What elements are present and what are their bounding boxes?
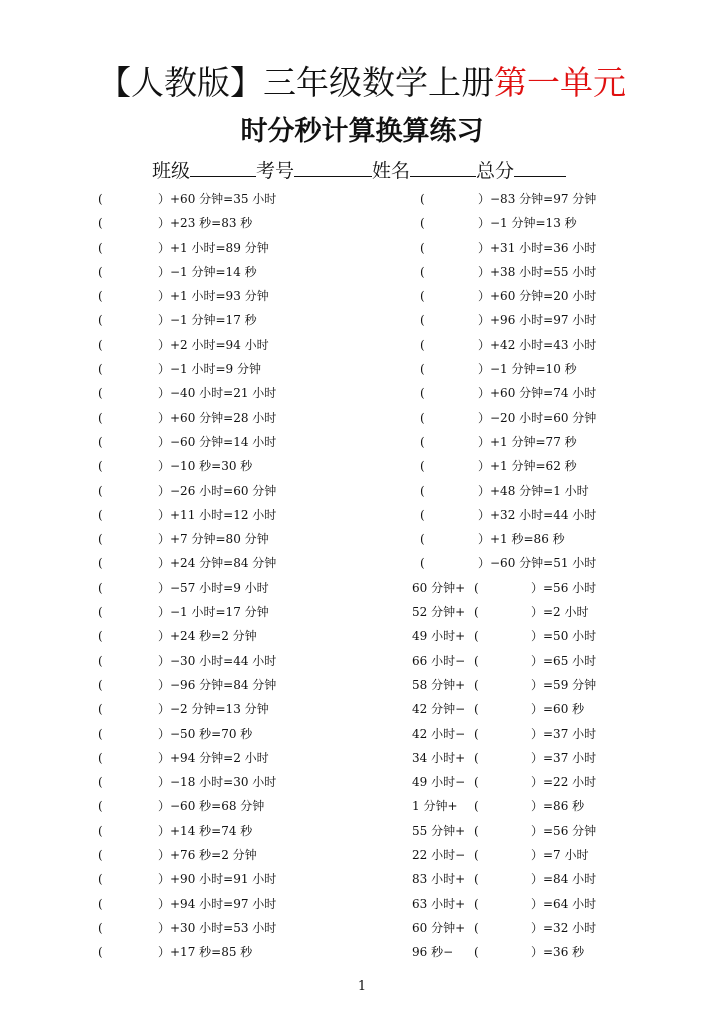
- equation-text: ）+60 分钟=35 小时: [158, 192, 277, 206]
- answer-paren[interactable]: (: [420, 507, 425, 522]
- title-unit-text: 第一单元: [494, 63, 626, 102]
- answer-paren[interactable]: (: [98, 459, 103, 474]
- equation-prefix: 42 分钟−: [412, 702, 466, 717]
- exercise-row: [0, 770, 724, 794]
- equation-text: ）=56 分钟: [531, 823, 597, 838]
- answer-paren[interactable]: (: [98, 605, 103, 620]
- exercise-list: [0, 187, 724, 965]
- equation-text: ）=7 小时: [531, 848, 589, 863]
- equation-prefix: 34 小时+: [412, 750, 466, 765]
- exam-no-label: 考号: [256, 160, 295, 182]
- answer-paren[interactable]: (: [98, 240, 103, 255]
- answer-paren[interactable]: (: [474, 799, 479, 814]
- exercise-row: [0, 260, 724, 284]
- equation-text: ）+7 分钟=80 分钟: [158, 532, 269, 547]
- answer-paren[interactable]: (: [420, 362, 425, 377]
- answer-paren[interactable]: (: [420, 289, 425, 304]
- equation-text: ）−1 小时=9 分钟: [158, 362, 262, 377]
- answer-paren[interactable]: (: [98, 896, 103, 911]
- answer-paren[interactable]: (: [98, 920, 103, 935]
- answer-paren[interactable]: (: [474, 702, 479, 717]
- equation-prefix: 60 分钟+: [412, 580, 466, 595]
- answer-paren[interactable]: (: [474, 945, 479, 960]
- answer-paren[interactable]: (: [98, 507, 103, 522]
- exercise-row: [0, 333, 724, 357]
- equation-text: ）+48 分钟=1 小时: [478, 483, 589, 498]
- answer-paren[interactable]: (: [474, 726, 479, 741]
- answer-paren[interactable]: (: [98, 532, 103, 547]
- answer-paren[interactable]: (: [98, 483, 103, 498]
- answer-paren[interactable]: (: [474, 580, 479, 595]
- answer-paren[interactable]: (: [98, 216, 103, 231]
- total-label: 总分: [476, 160, 515, 182]
- equation-text: ）−96 分钟=84 分钟: [158, 677, 277, 692]
- answer-paren[interactable]: (: [420, 532, 425, 547]
- equation-text: ）+94 分钟=2 小时: [158, 750, 269, 765]
- equation-text: ）+24 秒=2 分钟: [158, 629, 257, 644]
- answer-paren[interactable]: (: [474, 872, 479, 887]
- equation-text: ）=56 小时: [531, 580, 597, 595]
- answer-paren[interactable]: (: [420, 459, 425, 474]
- answer-paren[interactable]: (: [98, 823, 103, 838]
- exercise-row: [0, 357, 724, 381]
- equation-text: ）−1 分钟=17 秒: [158, 313, 257, 328]
- equation-text: ）−26 小时=60 分钟: [158, 483, 277, 498]
- equation-text: ）+1 小时=89 分钟: [158, 240, 269, 255]
- equation-text: ）+1 分钟=77 秒: [478, 434, 577, 449]
- equation-text: ）+76 秒=2 分钟: [158, 848, 257, 863]
- exercise-row: [0, 236, 724, 260]
- equation-text: ）=60 秒: [531, 702, 585, 717]
- equation-prefix: 83 小时+: [412, 872, 466, 887]
- equation-text: ）−30 小时=44 小时: [158, 653, 277, 668]
- answer-paren[interactable]: (: [98, 386, 103, 401]
- exercise-row: [0, 819, 724, 843]
- page-number: 1: [357, 979, 367, 994]
- total-blank[interactable]: [514, 156, 566, 177]
- equation-text: ）−2 分钟=13 分钟: [158, 702, 269, 717]
- answer-paren[interactable]: (: [474, 677, 479, 692]
- answer-paren[interactable]: (: [98, 629, 103, 644]
- equation-text: ）=86 秒: [531, 799, 585, 814]
- exercise-row: [0, 916, 724, 940]
- title-main-text: 【人教版】三年级数学上册: [98, 63, 494, 102]
- equation-text: ）+42 小时=43 小时: [478, 337, 597, 352]
- equation-text: ）=37 小时: [531, 726, 597, 741]
- equation-text: ）−40 小时=21 小时: [158, 386, 277, 401]
- equation-text: ）=50 小时: [531, 629, 597, 644]
- name-label: 姓名: [372, 160, 411, 182]
- exercise-row: [0, 843, 724, 867]
- equation-text: ）−1 分钟=13 秒: [478, 216, 577, 231]
- equation-text: ）−18 小时=30 小时: [158, 775, 277, 790]
- equation-text: ）+90 小时=91 小时: [158, 872, 277, 887]
- answer-paren[interactable]: (: [98, 337, 103, 352]
- equation-prefix: 52 分钟+: [412, 605, 466, 620]
- equation-text: ）−1 分钟=10 秒: [478, 362, 577, 377]
- equation-text: ）=84 小时: [531, 872, 597, 887]
- equation-text: ）+31 小时=36 小时: [478, 240, 597, 255]
- exercise-row: [0, 697, 724, 721]
- equation-text: ）+1 小时=93 分钟: [158, 289, 269, 304]
- answer-paren[interactable]: (: [420, 556, 425, 571]
- equation-text: ）−83 分钟=97 分钟: [478, 192, 597, 206]
- exercise-row: [0, 211, 724, 235]
- class-label: 班级: [152, 160, 191, 182]
- equation-text: ）−60 分钟=14 小时: [158, 434, 277, 449]
- answer-paren[interactable]: (: [420, 240, 425, 255]
- answer-paren[interactable]: (: [98, 677, 103, 692]
- equation-text: ）+60 分钟=28 小时: [158, 410, 277, 425]
- equation-prefix: 96 秒−: [412, 945, 454, 960]
- answer-paren[interactable]: (: [98, 848, 103, 863]
- equation-text: ）+38 小时=55 小时: [478, 264, 597, 279]
- answer-paren[interactable]: (: [420, 410, 425, 425]
- exercise-row: [0, 308, 724, 332]
- equation-text: ）+32 小时=44 小时: [478, 507, 597, 522]
- exercise-row: [0, 381, 724, 405]
- name-blank[interactable]: [410, 156, 476, 177]
- exercise-row: [0, 794, 724, 818]
- exercise-row: [0, 454, 724, 478]
- equation-text: ）=22 小时: [531, 775, 597, 790]
- answer-paren[interactable]: (: [420, 483, 425, 498]
- equation-text: ）−60 分钟=51 小时: [478, 556, 597, 571]
- answer-paren[interactable]: (: [420, 337, 425, 352]
- answer-paren[interactable]: (: [98, 945, 103, 960]
- exercise-row: [0, 746, 724, 770]
- equation-text: ）+14 秒=74 秒: [158, 823, 253, 838]
- answer-paren[interactable]: (: [420, 216, 425, 231]
- student-info-line: [152, 156, 566, 185]
- equation-text: ）+1 分钟=62 秒: [478, 459, 577, 474]
- answer-paren[interactable]: (: [474, 848, 479, 863]
- equation-text: ）+94 小时=97 小时: [158, 896, 277, 911]
- answer-paren[interactable]: (: [474, 605, 479, 620]
- equation-prefix: 42 小时−: [412, 726, 466, 741]
- equation-prefix: 49 小时+: [412, 629, 466, 644]
- answer-paren[interactable]: (: [420, 386, 425, 401]
- answer-paren[interactable]: (: [98, 726, 103, 741]
- answer-paren[interactable]: (: [420, 264, 425, 279]
- answer-paren[interactable]: (: [420, 192, 425, 206]
- page-title: [0, 60, 724, 106]
- class-blank[interactable]: [190, 156, 256, 177]
- equation-text: ）−1 分钟=14 秒: [158, 264, 257, 279]
- equation-text: ）+60 分钟=20 小时: [478, 289, 597, 304]
- answer-paren[interactable]: (: [98, 434, 103, 449]
- equation-text: ）−1 小时=17 分钟: [158, 605, 269, 620]
- equation-text: ）−57 小时=9 小时: [158, 580, 269, 595]
- exercise-row: [0, 406, 724, 430]
- answer-paren[interactable]: (: [474, 920, 479, 935]
- equation-text: ）=32 小时: [531, 920, 597, 935]
- exercise-row: [0, 940, 724, 964]
- exercise-row: [0, 624, 724, 648]
- answer-paren[interactable]: (: [98, 775, 103, 790]
- exercise-row: [0, 892, 724, 916]
- exercise-row: [0, 600, 724, 624]
- equation-text: ）+96 小时=97 小时: [478, 313, 597, 328]
- answer-paren[interactable]: (: [98, 702, 103, 717]
- exercise-row: [0, 503, 724, 527]
- equation-text: ）+60 分钟=74 小时: [478, 386, 597, 401]
- answer-paren[interactable]: (: [98, 872, 103, 887]
- answer-paren[interactable]: (: [98, 799, 103, 814]
- answer-paren[interactable]: (: [420, 434, 425, 449]
- exercise-row: [0, 187, 724, 211]
- answer-paren[interactable]: (: [474, 823, 479, 838]
- equation-prefix: 1 分钟+: [412, 799, 458, 814]
- equation-prefix: 66 小时−: [412, 653, 466, 668]
- exercise-row: [0, 649, 724, 673]
- exercise-row: [0, 576, 724, 600]
- exercise-row: [0, 430, 724, 454]
- equation-text: ）+1 秒=86 秒: [478, 532, 565, 547]
- answer-paren[interactable]: (: [98, 192, 103, 206]
- equation-text: ）=37 小时: [531, 750, 597, 765]
- answer-paren[interactable]: (: [474, 775, 479, 790]
- equation-text: ）=36 秒: [531, 945, 585, 960]
- exercise-row: [0, 722, 724, 746]
- answer-paren[interactable]: (: [474, 896, 479, 911]
- exercise-row: [0, 551, 724, 575]
- equation-prefix: 60 分钟+: [412, 920, 466, 935]
- answer-paren[interactable]: (: [98, 750, 103, 765]
- exam-no-blank[interactable]: [294, 156, 372, 177]
- exercise-row: [0, 527, 724, 551]
- page-subtitle: 时分秒计算换算练习: [240, 116, 484, 147]
- equation-prefix: 58 分钟+: [412, 677, 466, 692]
- exercise-row: [0, 479, 724, 503]
- equation-text: ）+30 小时=53 小时: [158, 920, 277, 935]
- equation-prefix: 63 小时+: [412, 896, 466, 911]
- answer-paren[interactable]: (: [474, 750, 479, 765]
- answer-paren[interactable]: (: [98, 264, 103, 279]
- equation-text: ）+24 分钟=84 分钟: [158, 556, 277, 571]
- answer-paren[interactable]: (: [420, 313, 425, 328]
- answer-paren[interactable]: (: [474, 629, 479, 644]
- equation-text: ）=65 小时: [531, 653, 597, 668]
- equation-text: ）−60 秒=68 分钟: [158, 799, 265, 814]
- equation-text: ）+17 秒=85 秒: [158, 945, 253, 960]
- exercise-row: [0, 284, 724, 308]
- answer-paren[interactable]: (: [98, 410, 103, 425]
- answer-paren[interactable]: (: [98, 653, 103, 668]
- answer-paren[interactable]: (: [98, 556, 103, 571]
- equation-prefix: 55 分钟+: [412, 823, 466, 838]
- equation-text: ）+23 秒=83 秒: [158, 216, 253, 231]
- equation-text: ）+2 小时=94 小时: [158, 337, 269, 352]
- exercise-row: [0, 867, 724, 891]
- equation-prefix: 22 小时−: [412, 848, 466, 863]
- answer-paren[interactable]: (: [98, 289, 103, 304]
- answer-paren[interactable]: (: [474, 653, 479, 668]
- answer-paren[interactable]: (: [98, 580, 103, 595]
- equation-text: ）=2 小时: [531, 605, 589, 620]
- equation-text: ）=59 分钟: [531, 677, 597, 692]
- equation-text: ）−10 秒=30 秒: [158, 459, 253, 474]
- exercise-row: [0, 673, 724, 697]
- equation-prefix: 49 小时−: [412, 775, 466, 790]
- equation-text: ）=64 小时: [531, 896, 597, 911]
- equation-text: ）+11 小时=12 小时: [158, 507, 277, 522]
- answer-paren[interactable]: (: [98, 313, 103, 328]
- equation-text: ）−50 秒=70 秒: [158, 726, 253, 741]
- answer-paren[interactable]: (: [98, 362, 103, 377]
- equation-text: ）−20 小时=60 分钟: [478, 410, 597, 425]
